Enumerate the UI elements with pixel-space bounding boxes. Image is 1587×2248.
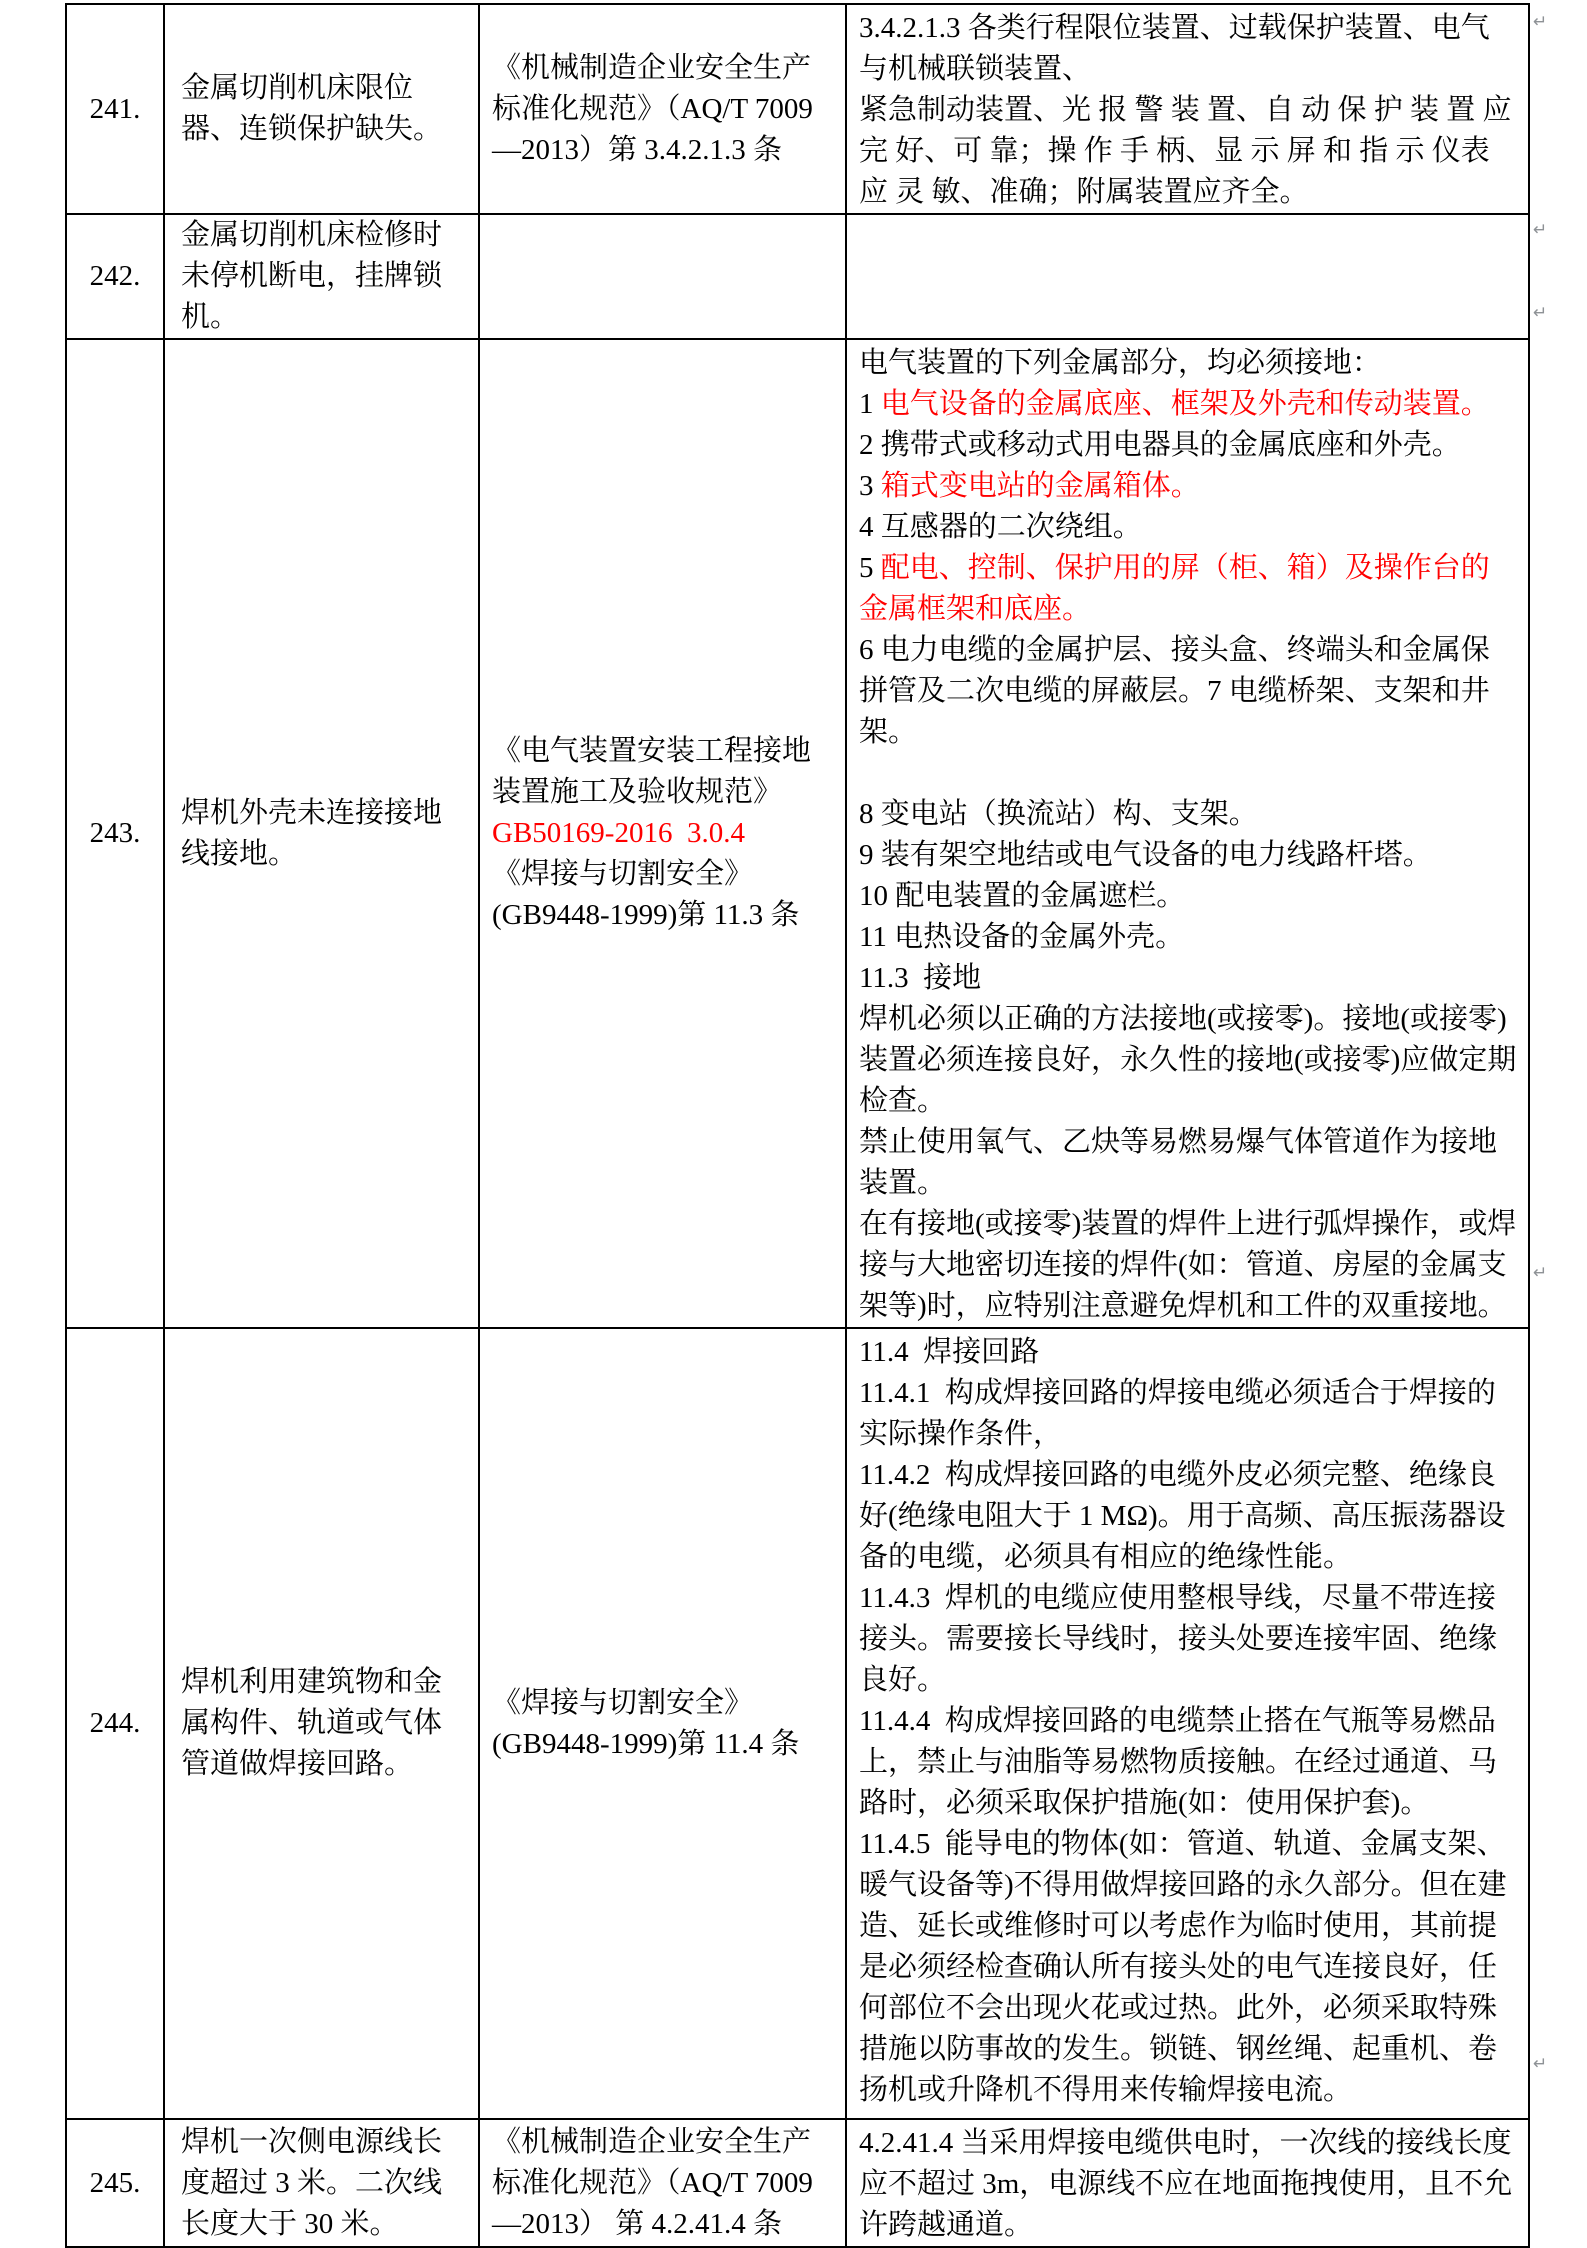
text-segment: 6 电力电缆的金属护层、接头盒、终端头和金属保拼管及二次电缆的屏蔽层。7 电缆桥架、支架和井架。 [859,634,1490,748]
paragraph [492,813,837,854]
text-segment: 《焊接与切割安全》 [492,858,754,890]
text-segment: (GB9448-1999)第 11.4 条 [492,1727,800,1760]
paragraph [492,731,837,813]
text-segment: 配电、控制、保护用的屏（柜、箱）及操作台的金属框架和底座。 [859,552,1490,625]
regulation-table [65,3,1530,2248]
paragraph [859,90,1518,213]
paragraph [859,507,1518,548]
paragraph-mark-icon: ↵ [1533,1263,1548,1283]
issue-cell [164,2119,479,2247]
text-segment: 1 [859,388,881,420]
text-segment: 2 携带式或移动式用电器具的金属底座和外壳。 [859,429,1461,461]
text-segment: 11.4.5 能导电的物体(如：管道、轨道、金属支架、暖气设备等)不得用做焊接回路的永久部分。但在建造、延长或维修时可以考虑作为临时使用，其前提是必须经检查确认所有接头处的电气连接良好，任何部位不会出现火花或过热。此外，必须采取特殊措施以防事故的发生。锁链、钢丝绳、起重机、卷扬机或升降机不得用来传输焊接电流。 [859,1828,1507,2106]
paragraph-mark-icon: ↵ [1533,220,1548,240]
paragraph [859,8,1518,90]
text-segment: 5 [859,552,881,584]
text-segment: 《机械制造企业安全生产标准化规范》（AQ/T 7009—2013） 第 4.2.41.4 条 [492,2125,813,2240]
table-row [66,214,1529,339]
detail-cell [846,4,1529,214]
paragraph [859,1373,1518,1455]
paragraph [492,895,837,936]
row-number-cell [66,339,164,1328]
text-segment: 3 [859,470,881,502]
text-segment: 电气装置的下列金属部分，均必须接地： [859,347,1382,379]
issue-cell [164,339,479,1328]
text-segment: 紧急制动装置、光 报 警 装 置、自 动 保 护 装 置 应 完 好、可 靠；操 作 手 柄、显 示 屏 和 指 示 仪表 应 灵 敏、准确；附属装置应齐全。 [859,94,1519,208]
detail-cell [846,1328,1529,2119]
issue-text: 焊机利用建筑物和金属构件、轨道或气体管道做焊接回路。 [181,1666,443,1780]
paragraph [859,958,1518,999]
paragraph [492,1683,837,1724]
paragraph [859,548,1518,630]
text-segment: 3.4.2.1.3 各类行程限位装置、过载保护装置、电气与机械联锁装置、 [859,12,1490,85]
table-row [66,4,1529,214]
paragraph [859,753,1518,794]
paragraph [859,999,1518,1122]
paragraph [859,876,1518,917]
paragraph [859,1701,1518,1824]
row-number-cell [66,2119,164,2247]
text-segment: 11.4.2 构成焊接回路的电缆外皮必须完整、绝缘良好(绝缘电阻大于 1 MΩ)。用于高频、高压振荡器设备的电缆，必须具有相应的绝缘性能。 [859,1459,1506,1573]
detail-cell [846,339,1529,1328]
text-segment: 《电气装置安装工程接地装置施工及验收规范》 [492,735,812,808]
paragraph [859,794,1518,835]
issue-text: 焊机一次侧电源线长度超过 3 米。二次线长度大于 30 米。 [181,2125,443,2240]
text-segment: 《焊接与切割安全》 [492,1686,754,1719]
basis-cell [479,1328,846,2119]
text-segment: 电气设备的金属底座、框架及外壳和传动装置。 [880,388,1490,420]
basis-cell [479,214,846,339]
paragraph [492,2122,837,2245]
paragraph [859,466,1518,507]
text-segment: 在有接地(或接零)装置的焊件上进行弧焊操作，或焊接与大地密切连接的焊件(如：管道、房屋的金属支架等)时，应特别注意避免焊机和工件的双重接地。 [859,1208,1517,1322]
paragraph [859,835,1518,876]
paragraph [859,1204,1518,1327]
text-segment: (GB9448-1999)第 11.3 条 [492,899,800,931]
issue-cell [164,214,479,339]
issue-text: 金属切削机床检修时未停机断电，挂牌锁机。 [181,219,443,333]
row-number: 241. [89,92,141,125]
paragraph [859,425,1518,466]
text-segment: 10 配电装置的金属遮栏。 [859,880,1186,912]
paragraph [859,917,1518,958]
issue-cell [164,4,479,214]
paragraph [859,1455,1518,1578]
paragraph [859,1824,1518,2111]
paragraph [492,1724,837,1765]
issue-text: 焊机外壳未连接接地线接地。 [181,796,443,870]
detail-cell [846,214,1529,339]
row-number: 242. [89,260,141,292]
text-segment: 11.4.3 焊机的电缆应使用整根导线，尽量不带连接接头。需要接长导线时，接头处要连接牢固、绝缘良好。 [859,1582,1498,1696]
row-number-cell [66,4,164,214]
table-row [66,339,1529,1328]
row-number: 243. [89,817,141,849]
text-segment: 4 互感器的二次绕组。 [859,511,1142,543]
text-segment: 11 电热设备的金属外壳。 [859,921,1185,953]
paragraph [859,1122,1518,1204]
row-number-cell [66,214,164,339]
text-segment: 禁止使用氧气、乙炔等易燃易爆气体管道作为接地装置。 [859,1126,1498,1199]
paragraph-mark-icon: ↵ [1533,303,1548,323]
text-segment: GB50169-2016 3.0.4 [492,817,745,849]
text-segment: 4.2.41.4 当采用焊接电缆供电时，一次线的接线长度应不超过 3m，电源线不应在地面拖拽使用，且不允许跨越通道。 [859,2127,1513,2241]
issue-text: 金属切削机床限位器、连锁保护缺失。 [181,72,443,145]
text-segment: 11.4.4 构成焊接回路的电缆禁止搭在气瓶等易燃品上，禁止与油脂等易燃物质接触。在经过通道、马路时，必须采取保护措施(如：使用保护套)。 [859,1705,1498,1819]
detail-cell [846,2119,1529,2247]
basis-cell [479,339,846,1328]
text-segment: 《机械制造企业安全生产标准化规范》（AQ/T 7009—2013）第 3.4.2.1.3 条 [492,51,813,166]
paragraph [859,1578,1518,1701]
paragraph [859,1332,1518,1373]
paragraph [492,854,837,895]
text-segment: 11.4 焊接回路 [859,1336,1040,1368]
issue-cell [164,1328,479,2119]
table-row [66,1328,1529,2119]
text-segment: 箱式变电站的金属箱体。 [880,470,1200,502]
text-segment: 8 变电站（换流站）构、支架。 [859,798,1258,830]
paragraph [859,2123,1518,2246]
table-row [66,2119,1529,2247]
paragraph-mark-icon: ↵ [1533,12,1548,32]
text-segment: 11.3 接地 [859,962,982,994]
paragraph [859,384,1518,425]
text-segment: 焊机必须以正确的方法接地(或接零)。接地(或接零)装置必须连接良好，永久性的接地(或接零)应做定期检查。 [859,1003,1517,1117]
text-segment: 11.4.1 构成焊接回路的焊接电缆必须适合于焊接的实际操作条件， [859,1377,1496,1450]
row-number: 244. [89,1707,141,1739]
basis-cell [479,2119,846,2247]
basis-cell [479,4,846,214]
paragraph-mark-icon: ↵ [1533,2054,1548,2074]
row-number: 245. [89,2166,141,2199]
text-segment: 9 装有架空地结或电气设备的电力线路杆塔。 [859,839,1432,871]
paragraph [859,630,1518,753]
paragraph [859,343,1518,384]
row-number-cell [66,1328,164,2119]
paragraph [492,48,837,171]
